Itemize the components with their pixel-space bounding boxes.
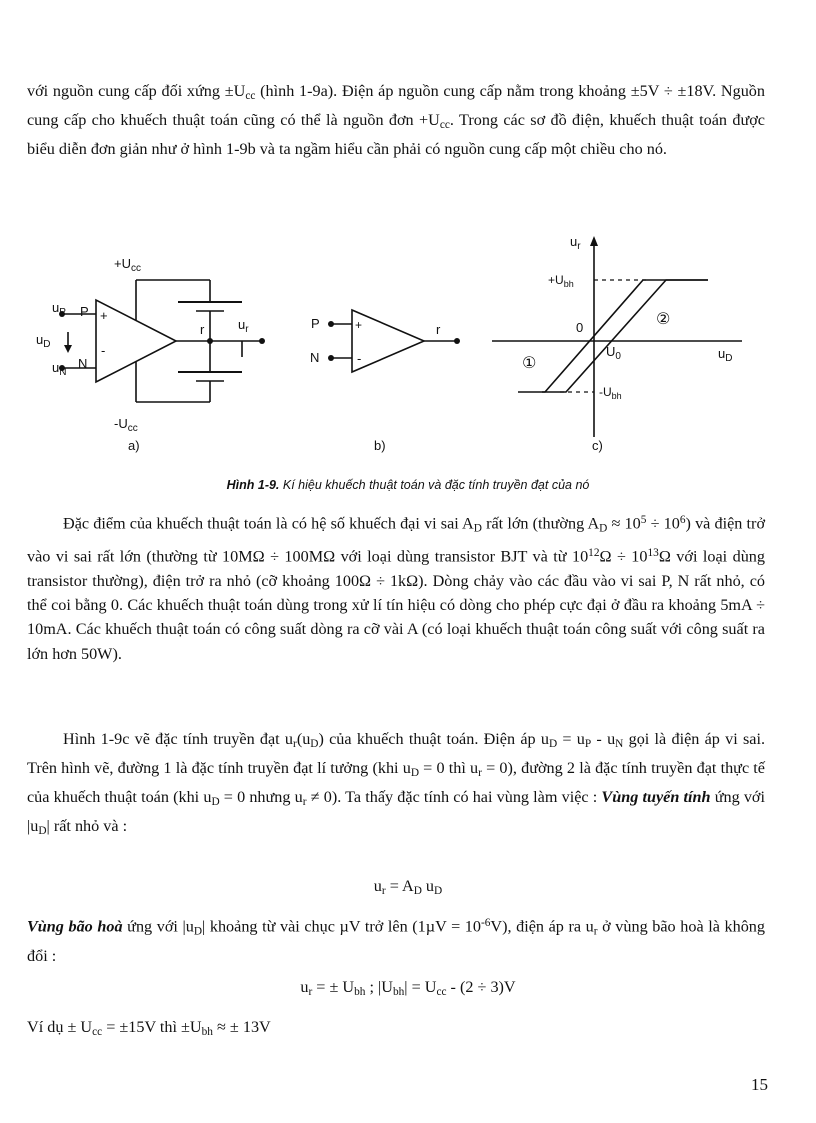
- svg-text:+: +: [100, 308, 108, 323]
- svg-text:+Ubh: $+U_{bh}$: [548, 273, 574, 289]
- svg-text:-: -: [357, 351, 362, 366]
- svg-text:uN: $u_N$: [52, 360, 67, 378]
- svg-text:b): b): [374, 438, 386, 453]
- svg-text:uD: $u_D$: [718, 346, 733, 364]
- svg-text:-Ucc: $-U_{cc}$: [114, 416, 138, 434]
- curve-real: [542, 280, 708, 392]
- svg-text:uD: $u_D$: [36, 332, 51, 350]
- svg-text:c): c): [592, 438, 603, 453]
- formula-saturation: $u_r$ = ± $U_{bh}$ ; $|U_{bh}| = U_{cc} - (2 \div 3)V$: [300, 978, 516, 998]
- svg-text:uP: $u_P$: [52, 300, 66, 318]
- svg-text:U0: $U_0$: [606, 344, 621, 362]
- top-paragraph: với nguồn cung cấp đối xứng $\pm U_{cc}$ (hình 1-9a). Điện áp nguồn cung cấp nằm trong khoảng ±5V ÷ ±18V. Nguồn cung cấp cho khuếch thuật toán cũng có thể là nguồn đơn $+U_{cc}$. Trong các sơ đồ điện, khuếch thuật toán được biểu diễn đơn giản như ở hình 1-9b và ta ngầm hiểu cần phải có nguồn cung cấp một chiều cho nó.: [27, 82, 765, 159]
- figure-caption: Hình 1-9. Kí hiệu khuếch thuật toán và đặc tính truyền đạt của nó: [226, 478, 590, 492]
- svg-text:P: P: [311, 316, 320, 331]
- svg-text:+: +: [355, 318, 363, 332]
- svg-text:①: ①: [522, 355, 537, 372]
- svg-text:N: N: [78, 356, 88, 371]
- svg-text:r: r: [436, 322, 441, 337]
- svg-text:ur: $u_r$: [570, 234, 581, 252]
- svg-text:N: N: [310, 350, 320, 365]
- opamp-b-symbol: [352, 310, 424, 372]
- paragraph-5: Ví dụ ± $U_{cc} = \pm 15V$ thì $\pm U_{bh}$ ≈ ± 13V: [27, 1018, 271, 1038]
- curve-ideal: [518, 280, 708, 392]
- svg-text:r: r: [200, 322, 205, 337]
- formula-linear: $u_r = A_D$ $u_D$: [373, 877, 443, 897]
- svg-text:0: 0: [576, 320, 584, 335]
- paragraph-3: Hình 1-9c vẽ đặc tính truyền đạt $u_r(u_D)$ của khuếch thuật toán. Điện áp $u_D = u_P - u_N$ gọi là điện áp vi sai. Trên hình vẽ, đường 1 là đặc tính truyền đạt lí tưởng (khi $u_D = 0$ thì $u_r = 0$), đường 2 là đặc tính truyền đạt thực tế của khuếch thuật toán (khi $u_D = 0$ nhưng $u_r \ne 0$). Ta thấy đặc tính có hai vùng làm việc : Vùng tuyến tính ứng với $|u_D|$ rất nhỏ và :: [27, 730, 765, 838]
- svg-text:+Ucc: $+U_{cc}$: [114, 256, 141, 274]
- paragraph-2: Đặc điểm của khuếch thuật toán là có hệ số khuếch đại vi sai $A_D$ rất lớn (thường $A_D \approx 10^5 \div 10^6$) và điện trở vào vi sai rất lớn (thường từ 10MΩ ÷ 100MΩ với loại dùng transistor BJT và từ $10^{12}\Omega \div 10^{13}\Omega$ với loại dùng transistor thường), điện trở ra nhỏ (cỡ khoảng 100Ω ÷ 1kΩ). Dòng chảy vào các đầu vào vi sai P, N rất nhỏ, có thể coi bằng 0. Các khuếch thuật toán dùng trong xử lí tín hiệu có dòng cho phép cực đại ở đầu ra khoảng 5mA ÷ 10mA. Các khuếch thuật toán có công suất dòng ra cỡ vài A (có loại khuếch thuật toán công suất với công suất ra lớn hơn 50W).: [27, 514, 766, 663]
- figure-1-9: [0, 232, 816, 472]
- paragraph-4: Vùng bão hoà ứng với $|u_D|$ khoảng từ vài chục µV trở lên $(1\mu V = 10^{-6}V)$, điện áp ra $u_r$ ở vùng bão hoà là không đổi :: [27, 917, 765, 965]
- svg-text:ur: $u_r$: [238, 317, 249, 335]
- svg-text:-: -: [101, 343, 106, 358]
- page-number: 15: [751, 1075, 768, 1094]
- svg-text:-Ubh: $-U_{bh}$: [599, 385, 622, 401]
- svg-text:P: P: [80, 304, 89, 319]
- svg-text:②: ②: [656, 311, 671, 328]
- svg-text:a): a): [128, 438, 140, 453]
